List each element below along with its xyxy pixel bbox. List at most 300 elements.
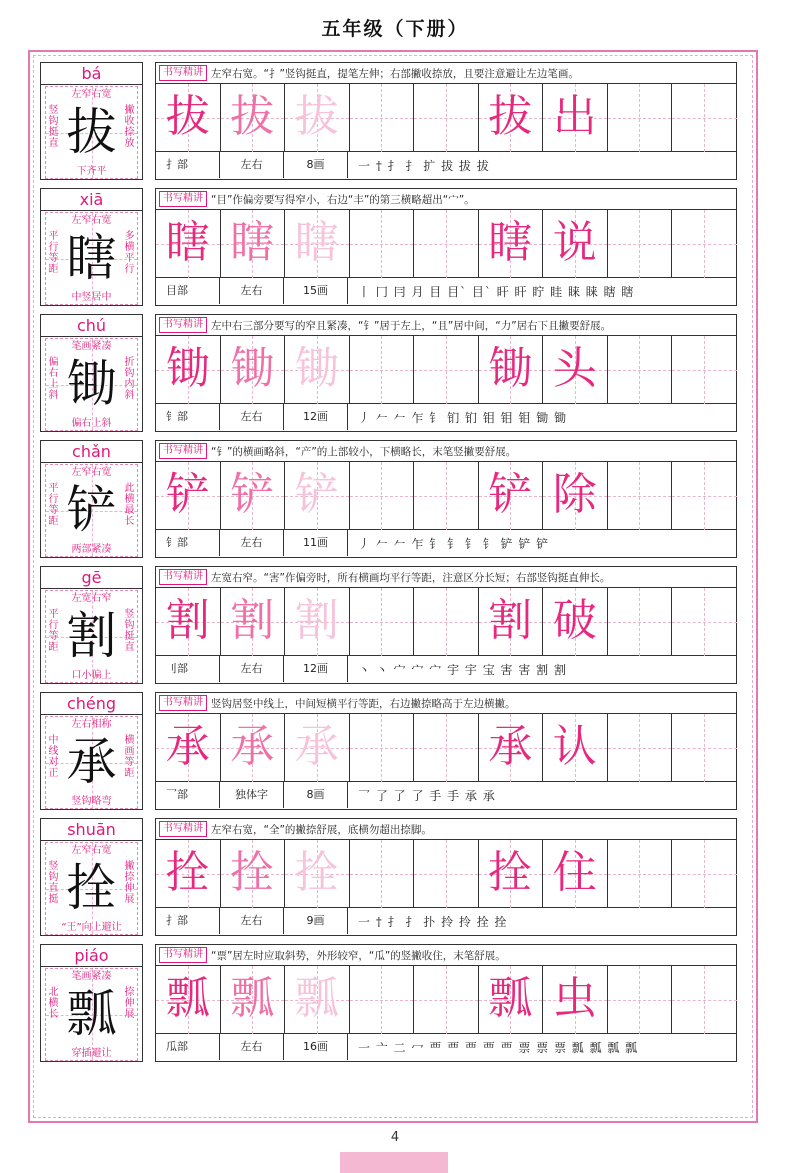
stroke-order: 一 亠 二 冖 覀 覀 覀 覀 覀 票 票 票 瓢 瓢 瓢 瓢 [358, 1040, 639, 1055]
practice-char: 锄 [230, 343, 275, 394]
stroke-order: 乛 了 了 了 手 手 承 承 [358, 788, 496, 803]
practice-cell[interactable] [672, 210, 737, 278]
practice-cell[interactable] [156, 84, 221, 152]
practice-char [414, 336, 478, 404]
practice-cell[interactable] [414, 84, 479, 152]
practice-panel [155, 62, 737, 180]
practice-cell[interactable] [285, 840, 350, 908]
structure-note-bottom: 偏右上斜 [71, 418, 112, 429]
writing-tip [156, 819, 736, 840]
practice-char: 承 [230, 721, 275, 772]
practice-char: 头 [552, 343, 597, 394]
practice-char [350, 336, 414, 404]
pinyin: gē [41, 567, 142, 589]
practice-char: 割 [165, 595, 210, 646]
practice-cell[interactable] [350, 588, 415, 656]
writing-tip [156, 945, 736, 966]
tip-label: 书写精讲 [159, 443, 207, 459]
structure-note-right: 横画等距 [124, 735, 135, 779]
practice-char: 拔 [165, 91, 210, 142]
structure: 左右 [220, 1034, 284, 1060]
footer-decoration [340, 1152, 448, 1173]
stroke-count: 11画 [284, 530, 348, 556]
practice-cell[interactable] [156, 336, 221, 404]
practice-cell[interactable] [285, 210, 350, 278]
practice-char: 承 [165, 721, 210, 772]
radical: 乛部 [156, 782, 220, 808]
practice-char [608, 966, 672, 1034]
character-info [156, 404, 736, 430]
structure-note-left: 偏右上斜 [48, 357, 59, 401]
character-entry [40, 818, 746, 936]
tip-label: 书写精讲 [159, 191, 207, 207]
practice-char: 瓢 [294, 973, 339, 1024]
practice-cell[interactable] [285, 714, 350, 782]
tip-label: 书写精讲 [159, 317, 207, 333]
character-entry [40, 188, 746, 306]
practice-cell[interactable] [608, 966, 673, 1034]
structure-note-bottom: 两部紧凑 [71, 544, 112, 555]
character-info [156, 1034, 736, 1060]
radical: 扌部 [156, 908, 220, 934]
practice-cell[interactable] [285, 588, 350, 656]
practice-cell[interactable] [608, 84, 673, 152]
character-grid [45, 464, 138, 557]
character-grid [45, 338, 138, 431]
practice-char [608, 714, 672, 782]
practice-char: 拴 [488, 847, 533, 898]
practice-char: 瓢 [230, 973, 275, 1024]
model-character: 拔 [66, 103, 117, 161]
character-grid [45, 968, 138, 1061]
stroke-count: 8画 [284, 152, 348, 178]
structure-note-top: 左宽右窄 [71, 593, 112, 604]
practice-char [350, 84, 414, 152]
pinyin: shuān [41, 819, 142, 841]
practice-cell[interactable] [608, 462, 673, 530]
practice-cell[interactable] [608, 840, 673, 908]
practice-char [672, 210, 737, 278]
radical: 目部 [156, 278, 220, 304]
practice-char [672, 588, 737, 656]
writing-tip [156, 567, 736, 588]
writing-tip [156, 315, 736, 336]
structure-note-bottom: 口小偏上 [71, 670, 112, 681]
practice-cell[interactable] [414, 840, 479, 908]
worksheet-frame [28, 50, 758, 1123]
practice-cell[interactable] [543, 966, 608, 1034]
practice-char [672, 714, 737, 782]
character-info [156, 656, 736, 682]
practice-char [672, 336, 737, 404]
practice-char [350, 210, 414, 278]
practice-cell[interactable] [350, 210, 415, 278]
character-entry [40, 692, 746, 810]
stroke-count: 16画 [284, 1034, 348, 1060]
practice-cell[interactable] [479, 840, 544, 908]
practice-cell[interactable] [350, 966, 415, 1034]
practice-panel [155, 566, 737, 684]
practice-char [608, 588, 672, 656]
practice-cell[interactable] [350, 840, 415, 908]
practice-cell[interactable] [285, 336, 350, 404]
practice-char: 割 [488, 595, 533, 646]
tip-label: 书写精讲 [159, 947, 207, 963]
character-grid [45, 842, 138, 935]
practice-cell[interactable] [156, 714, 221, 782]
tip-text: “目”作偏旁要写得窄小，右边“丰”的第三横略超出“宀”。 [211, 193, 475, 206]
structure: 左右 [220, 530, 284, 556]
practice-cell[interactable] [221, 966, 286, 1034]
practice-char [350, 840, 414, 908]
practice-cell[interactable] [285, 966, 350, 1034]
practice-char: 破 [552, 595, 597, 646]
practice-char [608, 336, 672, 404]
character-info [156, 782, 736, 808]
tip-label: 书写精讲 [159, 569, 207, 585]
practice-cell[interactable] [543, 84, 608, 152]
practice-grid [156, 840, 736, 908]
character-entry [40, 944, 746, 1062]
structure-note-bottom: 穿插避让 [71, 1048, 112, 1059]
tip-text: “票”居左时应取斜势，外形较窄，“瓜”的竖撇收住，末笔舒展。 [211, 949, 506, 962]
tip-label: 书写精讲 [159, 695, 207, 711]
character-grid [45, 86, 138, 179]
practice-char: 出 [552, 91, 597, 142]
practice-cell[interactable] [156, 588, 221, 656]
page-title: 五年级（下册） [321, 18, 469, 40]
structure-note-left: 中线对正 [48, 735, 59, 779]
practice-char [608, 840, 672, 908]
stroke-count: 12画 [284, 404, 348, 430]
structure-note-top: 左窄右宽 [71, 215, 112, 226]
stroke-count: 15画 [284, 278, 348, 304]
practice-char: 住 [552, 847, 597, 898]
practice-grid [156, 588, 736, 656]
stroke-order: 一 † 扌 扌 扩 拔 拔 拔 [358, 158, 490, 173]
practice-char: 拴 [230, 847, 275, 898]
practice-cell[interactable] [221, 210, 286, 278]
practice-char [672, 84, 737, 152]
practice-char [350, 462, 414, 530]
character-entry [40, 440, 746, 558]
practice-char [414, 966, 478, 1034]
practice-cell[interactable] [350, 84, 415, 152]
stroke-order: 丿 𠂉 𠂉 乍 钅 钔 钔 钼 钼 钼 锄 锄 [358, 410, 567, 425]
structure: 左右 [220, 656, 284, 682]
structure-note-left: 平行等距 [48, 483, 59, 527]
practice-cell[interactable] [414, 714, 479, 782]
character-info [156, 908, 736, 934]
practice-cell[interactable] [156, 210, 221, 278]
structure-note-top: 笔画紧凑 [71, 341, 112, 352]
stroke-order: 一 † 扌 扌 扑 拎 拎 拴 拴 [358, 914, 508, 929]
character-card [40, 818, 143, 936]
practice-char: 虫 [552, 973, 597, 1024]
practice-char [672, 966, 737, 1034]
practice-panel [155, 188, 737, 306]
practice-panel [155, 440, 737, 558]
practice-char [350, 588, 414, 656]
practice-cell[interactable] [543, 336, 608, 404]
model-character: 拴 [66, 859, 117, 917]
practice-char: 瞎 [230, 217, 275, 268]
character-card [40, 566, 143, 684]
model-character: 铲 [66, 481, 117, 539]
practice-char: 拔 [294, 91, 339, 142]
character-card [40, 314, 143, 432]
practice-cell[interactable] [350, 714, 415, 782]
practice-grid [156, 966, 736, 1034]
tip-text: “钅”的横画略斜，“产”的上部较小，下横略长，末笔竖撇要舒展。 [211, 445, 517, 458]
structure-note-left: 北横长 [48, 987, 59, 1020]
practice-cell[interactable] [479, 210, 544, 278]
practice-char [608, 84, 672, 152]
practice-char: 铲 [230, 469, 275, 520]
practice-cell[interactable] [608, 336, 673, 404]
structure-note-bottom: “王”向上避让 [61, 922, 122, 933]
pinyin: piáo [41, 945, 142, 967]
character-card [40, 692, 143, 810]
practice-cell[interactable] [479, 84, 544, 152]
practice-char: 认 [552, 721, 597, 772]
pinyin: chéng [41, 693, 142, 715]
practice-char: 割 [230, 595, 275, 646]
structure-note-bottom: 下齐平 [76, 166, 107, 177]
structure: 左右 [220, 908, 284, 934]
model-character: 锄 [66, 355, 117, 413]
practice-char [414, 840, 478, 908]
practice-char [414, 84, 478, 152]
character-info [156, 530, 736, 556]
tip-label: 书写精讲 [159, 821, 207, 837]
practice-char: 承 [294, 721, 339, 772]
character-entry [40, 314, 746, 432]
practice-cell[interactable] [608, 714, 673, 782]
practice-char: 说 [552, 217, 597, 268]
structure-note-top: 左窄右宽 [71, 845, 112, 856]
practice-grid [156, 210, 736, 278]
structure: 左右 [220, 152, 284, 178]
practice-char [672, 462, 737, 530]
character-card [40, 440, 143, 558]
stroke-order: 丿 𠂉 𠂉 乍 钅 钅 钅 钅 铲 铲 铲 [358, 536, 550, 551]
practice-cell[interactable] [543, 714, 608, 782]
practice-cell[interactable] [672, 714, 737, 782]
practice-cell[interactable] [672, 462, 737, 530]
stroke-order: 丨 冂 冃 月 目 目` 目` 盰 盰 眝 眭 睐 睐 瞎 瞎 [358, 284, 635, 299]
practice-char: 瓢 [488, 973, 533, 1024]
practice-cell[interactable] [221, 588, 286, 656]
practice-grid [156, 84, 736, 152]
practice-cell[interactable] [221, 840, 286, 908]
model-character: 瓢 [66, 985, 117, 1043]
practice-cell[interactable] [414, 966, 479, 1034]
practice-cell[interactable] [285, 462, 350, 530]
practice-char: 拴 [165, 847, 210, 898]
practice-char: 瞎 [294, 217, 339, 268]
character-entry [40, 62, 746, 180]
practice-char: 锄 [165, 343, 210, 394]
character-entry [40, 566, 746, 684]
practice-cell[interactable] [156, 966, 221, 1034]
practice-char [608, 462, 672, 530]
structure: 独体字 [220, 782, 284, 808]
practice-panel [155, 818, 737, 936]
practice-cell[interactable] [543, 588, 608, 656]
practice-char [350, 714, 414, 782]
practice-cell[interactable] [543, 462, 608, 530]
writing-tip [156, 189, 736, 210]
pinyin: xiā [41, 189, 142, 211]
practice-grid [156, 336, 736, 404]
character-grid [45, 716, 138, 809]
practice-char: 承 [488, 721, 533, 772]
character-info [156, 152, 736, 178]
practice-cell[interactable] [350, 336, 415, 404]
practice-panel [155, 314, 737, 432]
practice-cell[interactable] [350, 462, 415, 530]
practice-cell[interactable] [156, 462, 221, 530]
practice-cell[interactable] [221, 84, 286, 152]
practice-grid [156, 462, 736, 530]
structure-note-top: 左右相称 [71, 719, 112, 730]
tip-text: 左宽右窄。“害”作偏旁时，所有横画均平行等距，注意区分长短；右部竖钩挺直伸长。 [211, 571, 611, 584]
stroke-count: 12画 [284, 656, 348, 682]
practice-char: 拔 [488, 91, 533, 142]
structure-note-right: 竖钩挺直 [124, 609, 135, 653]
practice-cell[interactable] [414, 336, 479, 404]
practice-char: 除 [552, 469, 597, 520]
practice-grid [156, 714, 736, 782]
practice-char: 割 [294, 595, 339, 646]
practice-cell[interactable] [479, 714, 544, 782]
tip-text: 左中右三部分要写的窄且紧凑，“钅”居于左上，“且”居中间，“力”居右下且撇要舒展。 [211, 319, 612, 332]
stroke-order: 丶 丶 宀 宀 宀 宇 宇 宝 害 害 割 割 [358, 662, 567, 677]
character-grid [45, 590, 138, 683]
structure-note-left: 平行等距 [48, 231, 59, 275]
model-character: 瞎 [66, 229, 117, 287]
radical: 钅部 [156, 530, 220, 556]
page-number: 4 [390, 1130, 400, 1145]
model-character: 承 [66, 733, 117, 791]
practice-char [350, 966, 414, 1034]
tip-text: 竖钩居竖中线上，中间短横平行等距，右边撇捺略高于左边横撇。 [211, 697, 516, 710]
structure-note-right: 撇捺伸展 [124, 861, 135, 905]
pinyin: bá [41, 63, 142, 85]
practice-char: 拔 [230, 91, 275, 142]
structure: 左右 [220, 404, 284, 430]
structure-note-bottom: 竖钩略弯 [71, 796, 112, 807]
practice-cell[interactable] [608, 588, 673, 656]
pinyin: chú [41, 315, 142, 337]
radical: 扌部 [156, 152, 220, 178]
structure: 左右 [220, 278, 284, 304]
writing-tip [156, 63, 736, 84]
stroke-count: 9画 [284, 908, 348, 934]
practice-cell[interactable] [479, 588, 544, 656]
practice-char: 瓢 [165, 973, 210, 1024]
structure-note-top: 左窄右宽 [71, 89, 112, 100]
writing-tip [156, 441, 736, 462]
practice-char: 铲 [294, 469, 339, 520]
character-card [40, 62, 143, 180]
practice-cell[interactable] [414, 210, 479, 278]
practice-char [414, 588, 478, 656]
practice-cell[interactable] [672, 588, 737, 656]
practice-cell[interactable] [479, 966, 544, 1034]
practice-char [608, 210, 672, 278]
stroke-count: 8画 [284, 782, 348, 808]
character-card [40, 188, 143, 306]
practice-cell[interactable] [672, 84, 737, 152]
structure-note-right: 此横最长 [124, 483, 135, 527]
structure-note-bottom: 中竖居中 [71, 292, 112, 303]
practice-cell[interactable] [156, 840, 221, 908]
writing-tip [156, 693, 736, 714]
practice-char: 拴 [294, 847, 339, 898]
practice-cell[interactable] [543, 840, 608, 908]
practice-cell[interactable] [543, 210, 608, 278]
radical: 钅部 [156, 404, 220, 430]
character-grid [45, 212, 138, 305]
radical: 刂部 [156, 656, 220, 682]
structure-note-left: 竖钩挺直 [48, 105, 59, 149]
practice-cell[interactable] [672, 336, 737, 404]
practice-char: 铲 [165, 469, 210, 520]
practice-char: 铲 [488, 469, 533, 520]
practice-panel [155, 944, 737, 1062]
practice-char [414, 210, 478, 278]
pinyin: chǎn [41, 441, 142, 463]
structure-note-right: 捺伸展 [124, 987, 135, 1020]
practice-cell[interactable] [221, 336, 286, 404]
structure-note-right: 折钩内斜 [124, 357, 135, 401]
structure-note-top: 笔画紧凑 [71, 971, 112, 982]
practice-cell[interactable] [285, 84, 350, 152]
practice-char [672, 840, 737, 908]
practice-char: 锄 [294, 343, 339, 394]
practice-cell[interactable] [672, 966, 737, 1034]
structure-note-left: 平行等距 [48, 609, 59, 653]
practice-char: 瞎 [165, 217, 210, 268]
practice-cell[interactable] [221, 462, 286, 530]
radical: 瓜部 [156, 1034, 220, 1060]
practice-cell[interactable] [414, 588, 479, 656]
practice-char: 锄 [488, 343, 533, 394]
practice-char [414, 462, 478, 530]
practice-char [414, 714, 478, 782]
tip-label: 书写精讲 [159, 65, 207, 81]
tip-text: 左窄右宽。“扌”竖钩挺直，提笔左伸；右部撇收捺放，且要注意避让左边笔画。 [211, 67, 579, 80]
character-info [156, 278, 736, 304]
practice-cell[interactable] [479, 336, 544, 404]
structure-note-top: 左窄右宽 [71, 467, 112, 478]
practice-cell[interactable] [221, 714, 286, 782]
practice-cell[interactable] [414, 462, 479, 530]
model-character: 割 [66, 607, 117, 665]
practice-cell[interactable] [479, 462, 544, 530]
structure-note-right: 撇收捺放 [124, 105, 135, 149]
practice-panel [155, 692, 737, 810]
practice-cell[interactable] [672, 840, 737, 908]
structure-note-left: 竖钩直挺 [48, 861, 59, 905]
character-card [40, 944, 143, 1062]
practice-cell[interactable] [608, 210, 673, 278]
practice-char: 瞎 [488, 217, 533, 268]
tip-text: 左窄右宽，“全”的撇捺舒展，底横勿超出捺脚。 [211, 823, 432, 836]
structure-note-right: 多横平行 [124, 231, 135, 275]
